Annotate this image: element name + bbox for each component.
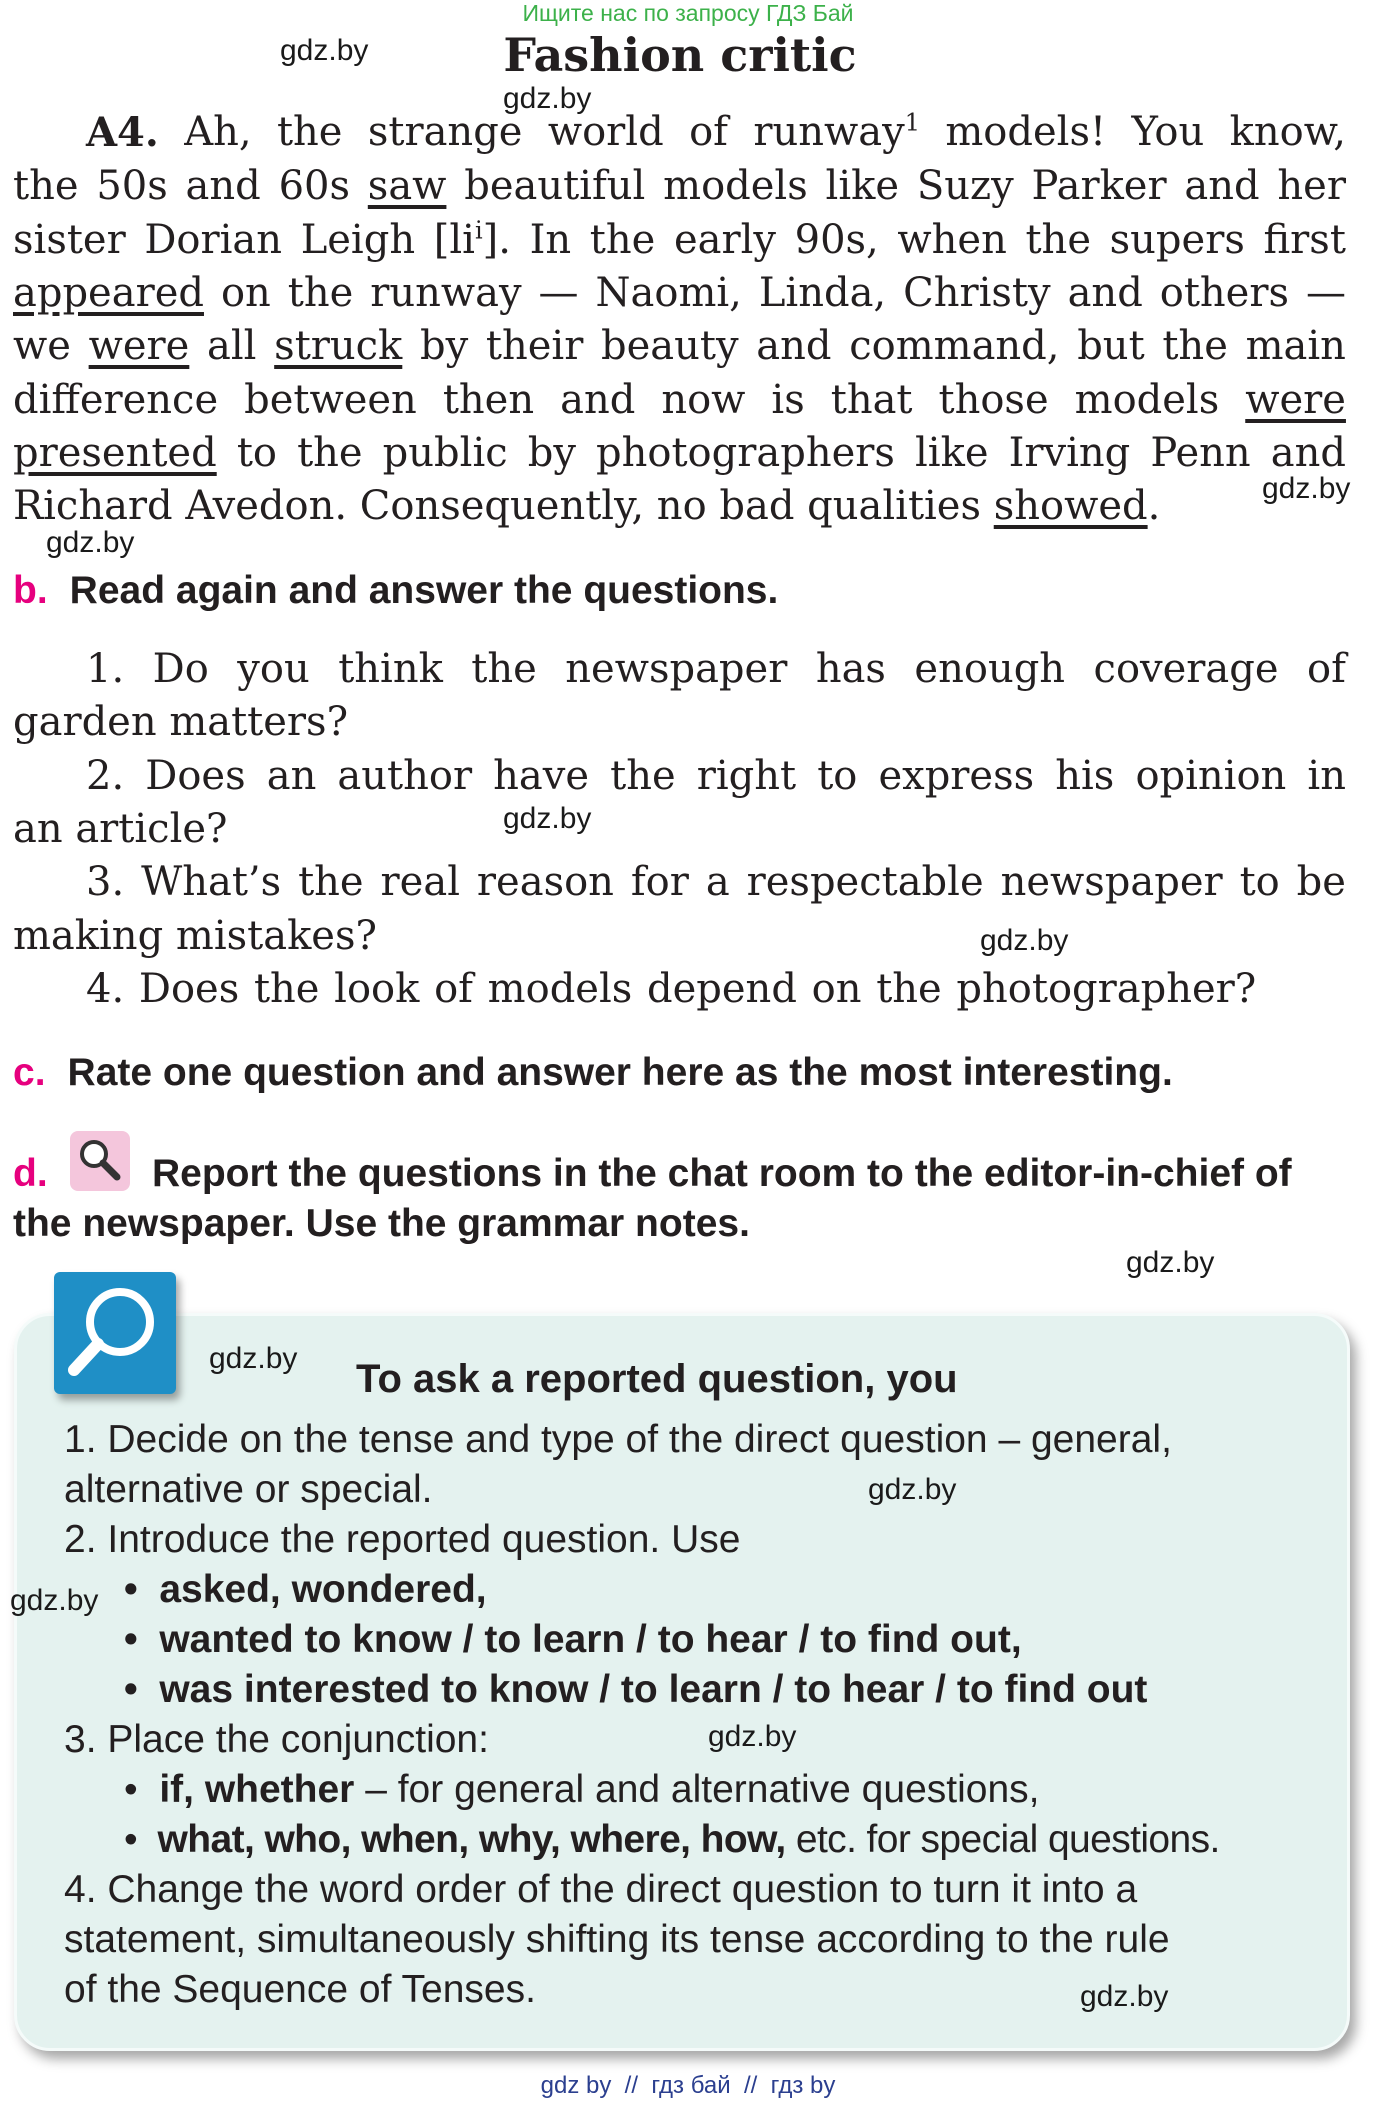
word: runway bbox=[753, 109, 905, 155]
task-d-instruction-2: the newspaper. Use the grammar notes. bbox=[13, 1202, 750, 1245]
watermark: gdz.by bbox=[1262, 472, 1351, 505]
grammar-step-4-cont: of the Sequence of Tenses. bbox=[64, 1968, 536, 2011]
a4-label: A4. bbox=[86, 109, 159, 156]
task-c-heading bbox=[13, 1051, 1173, 1095]
word: supers bbox=[1109, 217, 1245, 263]
word: Penn bbox=[1150, 430, 1251, 476]
bullet-bold: what, who, when, why, where, how, bbox=[157, 1818, 786, 1861]
word: ]. bbox=[482, 217, 511, 263]
watermark: gdz.by bbox=[868, 1473, 957, 1506]
word: the bbox=[471, 646, 537, 692]
question-1 bbox=[86, 643, 1346, 697]
word: models bbox=[663, 163, 808, 209]
word: to bbox=[236, 430, 277, 476]
word: first bbox=[1263, 217, 1346, 263]
word: enough bbox=[914, 646, 1066, 692]
word: reason bbox=[476, 859, 614, 905]
word: is bbox=[771, 377, 805, 423]
word: know, bbox=[1229, 109, 1346, 155]
watermark: gdz.by bbox=[1080, 1980, 1169, 2013]
phonetic bbox=[434, 214, 511, 268]
word: 50s bbox=[96, 163, 168, 209]
text: . bbox=[1147, 483, 1161, 529]
task-d-instruction-1: Report the questions in the chat room to the editor-in-chief of bbox=[152, 1152, 1292, 1195]
word: newspaper bbox=[1000, 859, 1223, 905]
word: opinion bbox=[1135, 753, 1287, 799]
a4-line-8 bbox=[13, 480, 1160, 534]
watermark: gdz.by bbox=[280, 34, 369, 67]
word: all bbox=[207, 323, 257, 369]
word: In bbox=[529, 217, 572, 263]
word: by bbox=[420, 323, 469, 369]
word: 2. bbox=[86, 753, 125, 799]
word: 60s bbox=[278, 163, 350, 209]
bullet-text: asked, wondered, bbox=[159, 1568, 487, 1611]
bullet-text: was interested to know / to learn / to hear / to find out bbox=[159, 1668, 1148, 1711]
page-title: Fashion critic bbox=[503, 28, 857, 82]
word: by bbox=[527, 430, 576, 476]
word: to bbox=[817, 753, 858, 799]
word: like bbox=[825, 163, 900, 209]
task-letter: b. bbox=[13, 569, 48, 612]
word: command, bbox=[849, 323, 1060, 369]
word: What’s bbox=[141, 859, 282, 905]
word: strange bbox=[367, 109, 523, 155]
bullet-bold: if, whether bbox=[159, 1768, 355, 1811]
task-letter: c. bbox=[13, 1051, 46, 1094]
question-2-cont: an article? bbox=[13, 806, 228, 852]
word: Leigh bbox=[300, 217, 416, 263]
word: sister bbox=[13, 217, 126, 263]
word: Irving bbox=[1008, 430, 1131, 476]
grammar-step-1-cont: alternative or special. bbox=[64, 1468, 433, 1511]
grammar-bullet: • if, whether – for general and alternative questions, bbox=[124, 1768, 1040, 1811]
word: 3. bbox=[86, 859, 125, 905]
a4-line-6 bbox=[13, 374, 1346, 428]
word: the bbox=[1162, 323, 1228, 369]
a4-line-3 bbox=[13, 214, 1346, 268]
word: difference bbox=[13, 377, 219, 423]
bullet-text: etc. for special questions. bbox=[785, 1818, 1220, 1861]
word: to bbox=[1239, 859, 1280, 905]
question-3 bbox=[86, 856, 1346, 910]
word: the bbox=[276, 109, 343, 155]
word: 90s, bbox=[794, 217, 879, 263]
grammar-bullet: • wanted to know / to learn / to hear / to find out, bbox=[124, 1618, 1022, 1661]
word: right bbox=[696, 753, 797, 799]
word: and bbox=[1184, 163, 1260, 209]
word: Christy bbox=[903, 270, 1051, 316]
word: beauty bbox=[601, 323, 739, 369]
word: — bbox=[538, 270, 579, 316]
task-instruction: Read again and answer the questions. bbox=[69, 569, 779, 612]
word: Do bbox=[152, 646, 209, 692]
question-2 bbox=[86, 750, 1346, 804]
word: the bbox=[1025, 217, 1091, 263]
word: the bbox=[13, 163, 79, 209]
word: models! bbox=[945, 109, 1107, 155]
grammar-step-1: 1. Decide on the tense and type of the direct question – general, bbox=[64, 1418, 1172, 1461]
a4-line-4 bbox=[13, 267, 1346, 321]
word: others bbox=[1159, 270, 1290, 316]
task-d-letter bbox=[13, 1152, 70, 1196]
word: 1. bbox=[86, 646, 125, 692]
word: public bbox=[382, 430, 508, 476]
watermark: gdz.by bbox=[46, 526, 135, 559]
watermark: gdz.by bbox=[503, 82, 592, 115]
question-3-cont: making mistakes? bbox=[13, 913, 377, 959]
word: for bbox=[630, 859, 689, 905]
task-b-heading bbox=[13, 569, 778, 613]
task-letter: d. bbox=[13, 1152, 48, 1195]
a4-line-5 bbox=[13, 320, 1346, 374]
word: we bbox=[13, 323, 71, 369]
word: then bbox=[442, 377, 535, 423]
grammar-step-4: 4. Change the word order of the direct question to turn it into a bbox=[64, 1868, 1138, 1911]
word: the bbox=[287, 270, 354, 316]
word: respectable bbox=[746, 859, 984, 905]
word: [li bbox=[433, 217, 475, 263]
word: Parker bbox=[1031, 163, 1167, 209]
word: a bbox=[705, 859, 730, 905]
a4-line-7 bbox=[13, 427, 1346, 481]
phonetic-mark: i bbox=[474, 216, 483, 245]
word: runway bbox=[370, 270, 522, 316]
word: Linda, bbox=[758, 270, 887, 316]
question-4: 4. Does the look of models depend on the photographer? bbox=[86, 966, 1257, 1012]
word: Suzy bbox=[916, 163, 1014, 209]
grammar-step-4-cont: statement, simultaneously shifting its tense according to the rule bbox=[64, 1918, 1170, 1961]
underlined-verb: struck bbox=[274, 323, 403, 369]
text: Richard Avedon. Consequently, no bad qualities bbox=[13, 483, 994, 529]
watermark: gdz.by bbox=[209, 1342, 298, 1375]
word: and bbox=[185, 163, 261, 209]
underlined-verb: showed bbox=[993, 483, 1148, 529]
underlined-verb: saw bbox=[367, 163, 447, 209]
word: their bbox=[485, 323, 584, 369]
word: his bbox=[1055, 753, 1115, 799]
watermark: gdz.by bbox=[503, 802, 592, 835]
word: the bbox=[589, 217, 656, 263]
underlined-verb: appeared bbox=[13, 270, 204, 316]
word: coverage bbox=[1093, 646, 1279, 692]
watermark: gdz.by bbox=[980, 924, 1069, 957]
watermark: gdz.by bbox=[708, 1720, 797, 1753]
underlined-verb: presented bbox=[13, 430, 217, 476]
word: Does bbox=[145, 753, 246, 799]
word: when bbox=[897, 217, 1007, 263]
word: on bbox=[220, 270, 271, 316]
grammar-step-2: 2. Introduce the reported question. Use bbox=[64, 1518, 741, 1561]
word: that bbox=[830, 377, 913, 423]
word: photographers bbox=[596, 430, 895, 476]
word: the bbox=[610, 753, 676, 799]
word: and bbox=[560, 377, 636, 423]
grammar-heading: To ask a reported question, you bbox=[356, 1357, 958, 1401]
word: you bbox=[237, 646, 310, 692]
watermark: gdz.by bbox=[1126, 1246, 1215, 1279]
word: the bbox=[298, 859, 364, 905]
footer-links[interactable]: gdz by // гдз бай // гдз by bbox=[540, 2072, 836, 2099]
question-1-cont: garden matters? bbox=[13, 699, 349, 745]
word: Ah, bbox=[184, 109, 252, 155]
word: but bbox=[1077, 323, 1145, 369]
a4-line-2 bbox=[13, 160, 1346, 214]
word: has bbox=[815, 646, 886, 692]
grammar-bullet: • was interested to know / to learn / to hear / to find out bbox=[124, 1668, 1148, 1711]
magnifier-large-icon bbox=[54, 1272, 176, 1394]
word: Dorian bbox=[144, 217, 283, 263]
word: early bbox=[673, 217, 776, 263]
word: her bbox=[1277, 163, 1346, 209]
word: the bbox=[297, 430, 363, 476]
word: newspaper bbox=[565, 646, 788, 692]
watermark: gdz.by bbox=[10, 1584, 99, 1617]
word: and bbox=[1270, 430, 1346, 476]
word: of bbox=[1307, 646, 1346, 692]
word: between bbox=[244, 377, 417, 423]
word: and bbox=[756, 323, 832, 369]
word: in bbox=[1307, 753, 1346, 799]
word: think bbox=[338, 646, 443, 692]
bullet-text: – for general and alternative questions, bbox=[354, 1768, 1040, 1811]
word: world bbox=[547, 109, 664, 155]
bullet-text: wanted to know / to learn / to hear / to find out, bbox=[159, 1618, 1022, 1661]
word: express bbox=[878, 753, 1035, 799]
task-instruction: Rate one question and answer here as the most interesting. bbox=[67, 1051, 1173, 1094]
word: beautiful bbox=[464, 163, 646, 209]
word: like bbox=[915, 430, 989, 476]
magnifier-small-icon bbox=[70, 1131, 130, 1191]
grammar-bullet: • what, who, when, why, where, how, etc. for special questions. bbox=[124, 1818, 1220, 1861]
word-runway bbox=[753, 106, 920, 160]
grammar-bullet: • asked, wondered, bbox=[124, 1568, 487, 1611]
top-banner[interactable]: Ищите нас по запросу ГДЗ Бай bbox=[522, 0, 854, 26]
word: models bbox=[1074, 377, 1220, 423]
underlined-verb: were bbox=[1245, 377, 1346, 423]
word: — bbox=[1305, 270, 1346, 316]
word: have bbox=[493, 753, 590, 799]
word: main bbox=[1245, 323, 1346, 369]
word: and bbox=[1067, 270, 1143, 316]
word: be bbox=[1296, 859, 1346, 905]
underlined-verb: were bbox=[88, 323, 190, 369]
a4-line-1 bbox=[86, 106, 1346, 160]
word: an bbox=[266, 753, 317, 799]
word: real bbox=[380, 859, 460, 905]
word: You bbox=[1131, 109, 1205, 155]
word: of bbox=[689, 109, 728, 155]
word: now bbox=[661, 377, 746, 423]
footnote-mark: 1 bbox=[904, 108, 920, 137]
word: those bbox=[938, 377, 1049, 423]
word: author bbox=[337, 753, 473, 799]
word: Naomi, bbox=[595, 270, 742, 316]
grammar-step-3: 3. Place the conjunction: bbox=[64, 1718, 489, 1761]
